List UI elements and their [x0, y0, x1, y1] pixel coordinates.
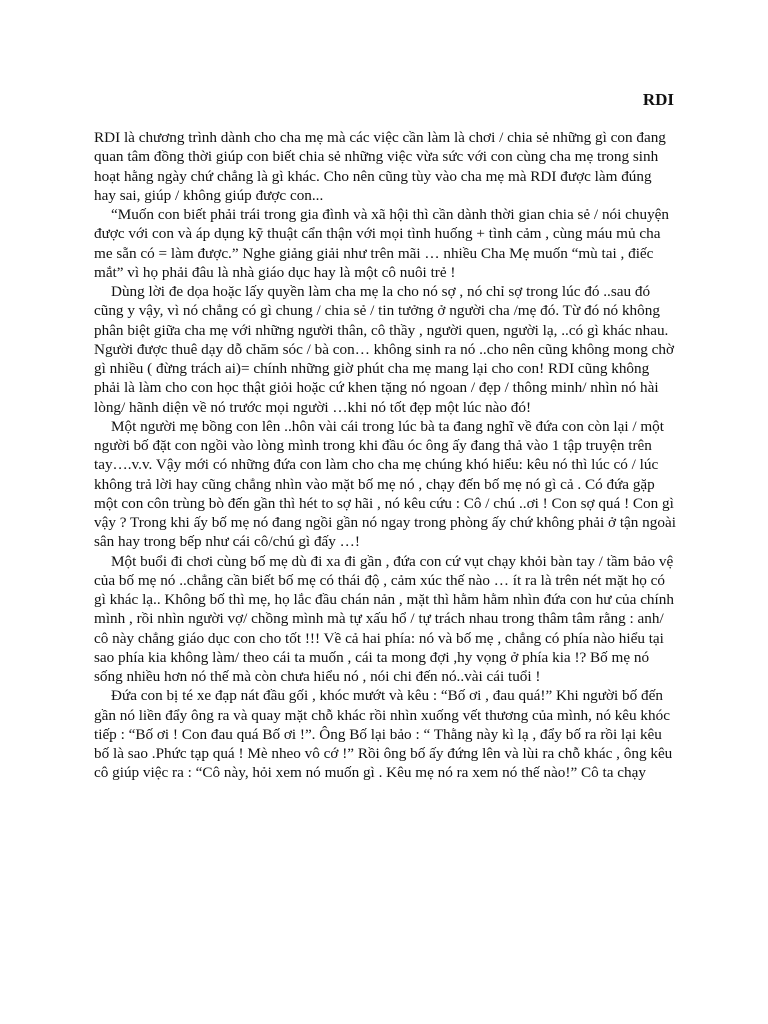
paragraph-6: Đứa con bị té xe đạp nát đầu gối , khóc mướt và kêu : “Bố ơi , đau quá!” Khi người bố đến gần nó liền đẩy ông ra và quay mặt chỗ khác rồi nhìn xuống vết thương của mình, nó kêu khóc tiếp : “Bố ơi ! Con đau quá Bố ơi !”. Ông Bố lại bảo : “ Thằng này kì lạ , đẩy bố ra rồi lại kêu bố là sao .Phức tạp quá ! Mè nheo vô cớ !” Rồi ông bố ấy đứng lên và lùi ra chỗ khác , ông kêu cô giúp việc ra : “Cô này, hỏi xem nó muốn gì . Kêu mẹ nó ra xem nó thế nào!” Cô ta chạy	[94, 687, 673, 782]
paragraph-2: “Muốn con biết phải trái trong gia đình và xã hội thì cần dành thời gian chia sẻ / nói chuyện được với con và áp dụng kỹ thuật cẩn thận với mọi tình huống + tình cảm , cùng máu mủ cha me sẵn có = làm được.” Nghe giảng giải như trên mãi … nhiều Cha Mẹ muốn “mù tai , điếc mắt” vì họ phải đâu là nhà giáo dục hay là một cô nuôi trẻ !	[94, 206, 670, 281]
document-heading: RDI	[642, 90, 674, 109]
document-body	[94, 128, 676, 783]
paragraph-4: Một người mẹ bồng con lên ..hôn vài cái trong lúc bà ta đang nghĩ về đứa con còn lại / một người bố đặt con ngồi vào lòng mình trong khi đầu óc ông ấy đang thả vào 1 tập truyện trên tay….v.v. Vậy mới có những đứa con làm cho cha mẹ chúng khó hiểu: kêu nó thì lúc có / lúc không trả lời hay cũng chẳng nhìn vào mặt bố mẹ nó , chạy đến bố mẹ nó gì cả . Có đứa gặp một con côn trùng bò đến gần thì hét to sợ hãi , nó kêu cứu : Cô / chú ..ơi ! Con sợ quá ! Con gì vậy ? Trong khi ấy bố mẹ nó đang ngồi gần nó ngay trong phòng ấy chứ không phải ở tận ngoài sân hay trong bếp như cái cô/chú gì đấy …!	[94, 417, 676, 551]
paragraph-3: Dùng lời đe dọa hoặc lấy quyền làm cha mẹ la cho nó sợ , nó chỉ sợ trong lúc đó ..sau đó cũng y vậy, vì nó chẳng có gì chung / chia sẻ / tin tưởng ở người cha /mẹ đó. Từ đó nó không phân biệt giữa cha mẹ với những người thân, cô thầy , người quen, người lạ, ..có gì khác nhau. Người được thuê dạy dỗ chăm sóc / bà con… không sinh ra nó ..cho nên cũng không mong chờ gì nhiều ( đừng trách ai)= chính những giờ phút cha mẹ mang lại cho con! RDI cũng không phải là làm cho con học thật giỏi hoặc cứ khen tặng nó ngoan / đẹp / thông minh/ nhìn nó hài lòng/ hãnh diện về nó trước mọi người …khi nó tốt đẹp một lúc nào đó!	[94, 283, 675, 416]
paragraph-5: Một buổi đi chơi cùng bố mẹ dù đi xa đi gần , đứa con cứ vụt chạy khỏi bàn tay / tầm bảo vệ của bố mẹ nó ..chẳng cần biết bố mẹ có thái độ , cảm xúc thế nào … ít ra là trên nét mặt họ có gì khác lạ.. Không bố thì mẹ, họ lắc đầu chán nản , mặt thì hằm hằm nhìn đứa con hư của chính mình , rồi nhìn người vợ/ chồng mình mà tự xấu hổ / tự trách nhau trong thâm tâm rằng : anh/ cô này chẳng giáo dục con cho tốt !!! Về cả hai phía: nó và bố mẹ , chẳng có phía nào hiểu tại sao phía kia không làm/ theo cái ta muốn , cái ta mong đợi ,hy vọng ở phía kia !? Bố mẹ nó sống nhiều hơn nó thế mà còn chưa hiểu nó , nói chi đến nó..vài cái tuổi !	[94, 552, 674, 685]
paragraph-1: RDI là chương trình dành cho cha mẹ mà các việc cần làm là chơi / chia sẻ những gì con đang quan tâm đồng thời giúp con biết chia sẻ những việc vừa sức với con cùng cha mẹ trong sinh hoạt hằng ngày chứ chẳng là gì khác. Cho nên cũng tùy vào cha mẹ mà RDI được làm đúng hay sai, giúp / không giúp được con...	[94, 129, 666, 204]
